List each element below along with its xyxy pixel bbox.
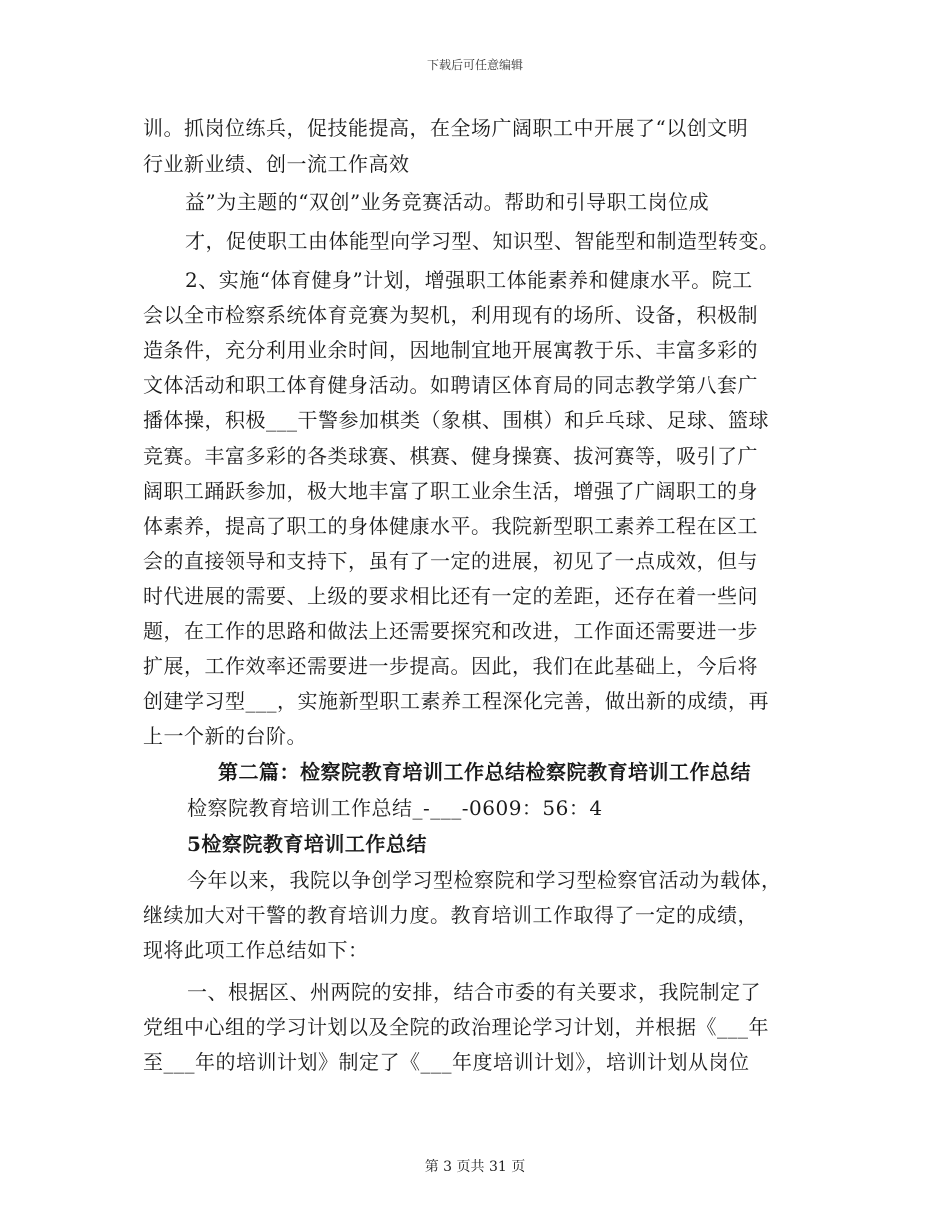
- body-line: 时代进展的需要、上级的要求相比还有一定的差距，还存在着一些问: [143, 584, 758, 608]
- body-line: 扩展，工作效率还需要进一步提高。因此，我们在此基础上，今后将: [143, 654, 758, 678]
- body-line: 造条件，充分利用业余时间，因地制宜地开展寓教于乐、丰富多彩的: [143, 338, 758, 362]
- body-line: 体素养，提高了职工的身体健康水平。我院新型职工素养工程在区工: [143, 514, 758, 538]
- body-line: 党组中心组的学习计划以及全院的政治理论学习计划，并根据《___年: [143, 1015, 769, 1039]
- body-line: 至___年的培训计划》制定了《___年度培训计划》，培训计划从岗位: [143, 1050, 750, 1074]
- body-line: 益”为主题的“双创”业务竞赛活动。帮助和引导职工岗位成: [185, 190, 710, 214]
- body-line: 训。抓岗位练兵，促技能提高，在全场广阔职工中开展了“以创文明: [143, 116, 749, 140]
- document-heading: 5检察院教育培训工作总结: [187, 832, 427, 856]
- body-line: 题，在工作的思路和做法上还需要探究和改进，工作面还需要进一步: [143, 619, 758, 643]
- body-line: 行业新业绩、创一流工作高效: [143, 152, 410, 176]
- body-line: 会的直接领导和支持下，虽有了一定的进展，初见了一点成效，但与: [143, 549, 758, 573]
- body-line: 2、实施“体育健身”计划，增强职工体能素养和健康水平。院工: [185, 268, 753, 292]
- body-line: 播体操，积极___干警参加棋类（象棋、围棋）和乒乓球、足球、篮球: [143, 408, 769, 432]
- body-line: 创建学习型___，实施新型职工素养工程深化完善，做出新的成绩，再: [143, 689, 769, 713]
- page-footer: 第 3 页共 31 页: [424, 1159, 526, 1175]
- body-line: 上一个新的台阶。: [143, 724, 307, 748]
- section-heading: 第二篇：检察院教育培训工作总结检察院教育培训工作总结: [218, 760, 751, 784]
- body-line: 一、根据区、州两院的安排，结合市委的有关要求，我院制定了: [187, 980, 761, 1004]
- body-line: 竞赛。丰富多彩的各类球赛、棋赛、健身操赛、拔河赛等，吸引了广: [143, 444, 758, 468]
- body-line: 会以全市检察系统体育竞赛为契机，利用现有的场所、设备，积极制: [143, 303, 758, 327]
- document-subtitle: 检察院教育培训工作总结_-___-0609：56：4: [187, 796, 603, 820]
- body-line: 文体活动和职工体育健身活动。如聘请区体育局的同志教学第八套广: [143, 373, 758, 397]
- body-line: 现将此项工作总结如下：: [143, 938, 369, 962]
- body-line: 继续加大对干警的教育培训力度。教育培训工作取得了一定的成绩，: [143, 903, 758, 927]
- body-line: 今年以来，我院以争创学习型检察院和学习型检察官活动为载体，: [187, 868, 782, 892]
- body-line: 才，促使职工由体能型向学习型、知识型、智能型和制造型转变。: [185, 229, 780, 253]
- page-header: 下载后可任意编辑: [426, 58, 523, 72]
- body-line: 阔职工踊跃参加，极大地丰富了职工业余生活，增强了广阔职工的身: [143, 479, 758, 503]
